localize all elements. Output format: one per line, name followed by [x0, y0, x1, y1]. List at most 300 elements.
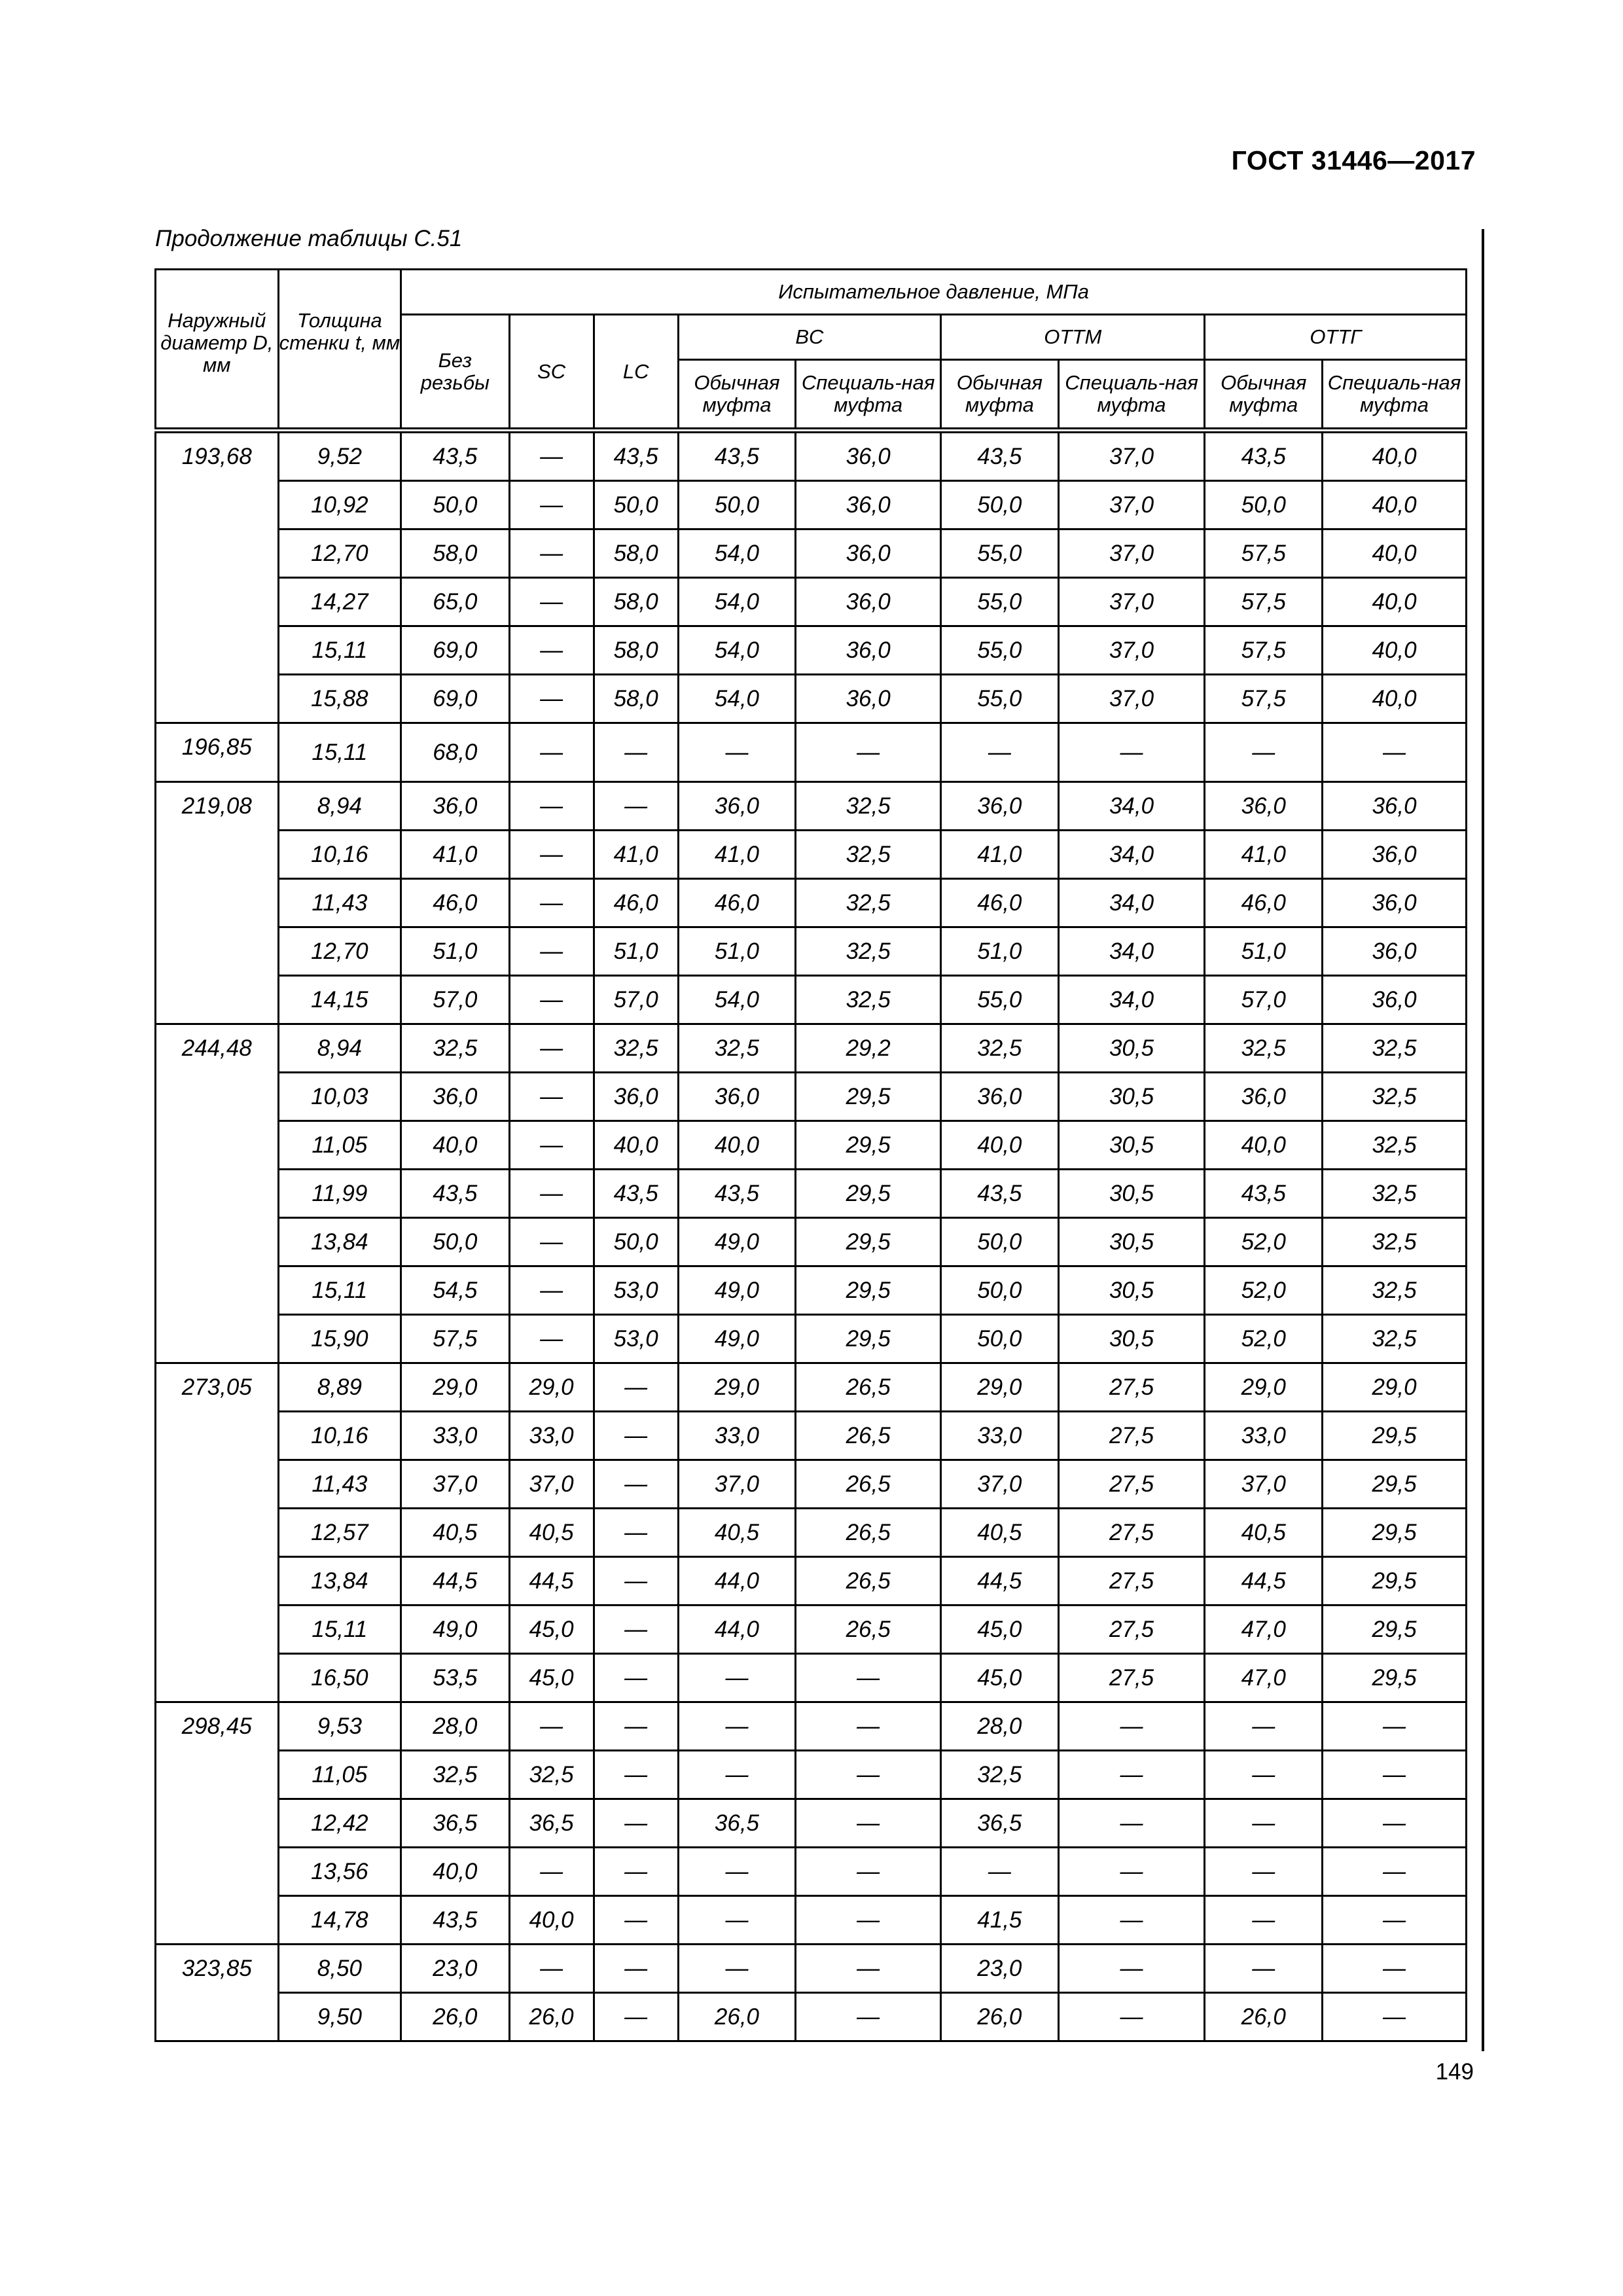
- pressure-cell: —: [1323, 1702, 1467, 1751]
- pressure-cell: —: [509, 481, 594, 529]
- pressure-cell: —: [1205, 1702, 1323, 1751]
- pressure-cell: —: [1058, 1993, 1205, 2041]
- pressure-cell: 43,5: [941, 431, 1059, 481]
- outer-diameter-cell: 219,08: [156, 782, 279, 1024]
- pressure-cell: 41,0: [401, 831, 509, 879]
- pressure-cell: 36,0: [1205, 782, 1323, 831]
- pressure-table: [154, 268, 1467, 2042]
- pressure-cell: —: [678, 1848, 796, 1896]
- pressure-cell: 32,5: [1323, 1218, 1467, 1266]
- pressure-cell: 34,0: [1058, 976, 1205, 1024]
- pressure-cell: —: [594, 1751, 678, 1799]
- pressure-cell: 30,5: [1058, 1315, 1205, 1363]
- pressure-cell: 29,0: [1323, 1363, 1467, 1412]
- pressure-cell: 23,0: [401, 1945, 509, 1993]
- pressure-cell: 32,5: [796, 782, 941, 831]
- wall-thickness-cell: 14,27: [278, 578, 401, 626]
- pressure-cell: 29,0: [509, 1363, 594, 1412]
- pressure-cell: 32,5: [796, 831, 941, 879]
- pressure-cell: 29,5: [796, 1073, 941, 1121]
- pressure-cell: 26,0: [678, 1993, 796, 2041]
- pressure-cell: 49,0: [678, 1218, 796, 1266]
- pressure-cell: —: [1323, 1799, 1467, 1848]
- pressure-cell: 34,0: [1058, 782, 1205, 831]
- pressure-cell: —: [678, 1751, 796, 1799]
- pressure-cell: 32,5: [509, 1751, 594, 1799]
- pressure-cell: 40,0: [1323, 529, 1467, 578]
- header-ottg-regular: Обычная муфта: [1205, 360, 1323, 431]
- pressure-cell: 32,5: [1205, 1024, 1323, 1073]
- pressure-cell: 51,0: [594, 927, 678, 976]
- pressure-cell: 52,0: [1205, 1218, 1323, 1266]
- pressure-cell: —: [796, 1848, 941, 1896]
- pressure-cell: 50,0: [941, 481, 1059, 529]
- pressure-cell: 33,0: [509, 1412, 594, 1460]
- wall-thickness-cell: 11,43: [278, 1460, 401, 1509]
- pressure-cell: 29,5: [1323, 1605, 1467, 1654]
- wall-thickness-cell: 15,11: [278, 1266, 401, 1315]
- pressure-cell: 36,0: [796, 481, 941, 529]
- pressure-cell: 58,0: [594, 675, 678, 723]
- pressure-cell: —: [1323, 723, 1467, 782]
- table-row: [156, 1605, 1467, 1654]
- pressure-cell: —: [796, 1654, 941, 1702]
- wall-thickness-cell: 11,05: [278, 1121, 401, 1170]
- pressure-cell: —: [509, 976, 594, 1024]
- pressure-cell: 43,5: [1205, 1170, 1323, 1218]
- pressure-cell: 57,0: [594, 976, 678, 1024]
- outer-diameter-cell: 273,05: [156, 1363, 279, 1702]
- pressure-cell: 26,5: [796, 1412, 941, 1460]
- pressure-cell: 46,0: [941, 879, 1059, 927]
- pressure-cell: —: [1205, 1945, 1323, 1993]
- table-row: [156, 1024, 1467, 1073]
- standard-number: ГОСТ 31446—2017: [1231, 145, 1476, 175]
- pressure-cell: 65,0: [401, 578, 509, 626]
- pressure-cell: 32,5: [1323, 1024, 1467, 1073]
- table-row: [156, 431, 1467, 481]
- pressure-cell: 37,0: [1205, 1460, 1323, 1509]
- pressure-cell: 36,0: [594, 1073, 678, 1121]
- pressure-cell: —: [941, 1848, 1059, 1896]
- pressure-cell: —: [1323, 1848, 1467, 1896]
- pressure-cell: 32,5: [796, 879, 941, 927]
- wall-thickness-cell: 9,53: [278, 1702, 401, 1751]
- pressure-cell: —: [509, 1121, 594, 1170]
- pressure-cell: 41,0: [941, 831, 1059, 879]
- pressure-cell: 36,0: [796, 529, 941, 578]
- pressure-cell: —: [594, 1848, 678, 1896]
- pressure-cell: 27,5: [1058, 1557, 1205, 1605]
- table-row: [156, 1557, 1467, 1605]
- table-row: [156, 481, 1467, 529]
- table-row: [156, 831, 1467, 879]
- wall-thickness-cell: 13,84: [278, 1557, 401, 1605]
- wall-thickness-cell: 15,11: [278, 1605, 401, 1654]
- pressure-cell: 45,0: [509, 1605, 594, 1654]
- pressure-cell: 32,5: [1323, 1266, 1467, 1315]
- wall-thickness-cell: 13,84: [278, 1218, 401, 1266]
- table-row: [156, 1412, 1467, 1460]
- pressure-cell: 29,5: [1323, 1654, 1467, 1702]
- pressure-cell: 37,0: [509, 1460, 594, 1509]
- pressure-cell: 53,5: [401, 1654, 509, 1702]
- table-caption: Продолжение таблицы С.51: [155, 226, 463, 251]
- pressure-cell: —: [1205, 1848, 1323, 1896]
- pressure-cell: —: [509, 1024, 594, 1073]
- pressure-cell: 33,0: [678, 1412, 796, 1460]
- pressure-cell: —: [1205, 1799, 1323, 1848]
- table-row: [156, 879, 1467, 927]
- pressure-cell: 43,5: [594, 431, 678, 481]
- pressure-cell: —: [1323, 1993, 1467, 2041]
- pressure-cell: 29,5: [796, 1170, 941, 1218]
- pressure-cell: 43,5: [678, 1170, 796, 1218]
- pressure-cell: —: [796, 1702, 941, 1751]
- pressure-cell: —: [509, 675, 594, 723]
- header-lc: LC: [594, 315, 678, 431]
- table-row: [156, 1848, 1467, 1896]
- wall-thickness-cell: 8,94: [278, 1024, 401, 1073]
- pressure-cell: —: [509, 831, 594, 879]
- wall-thickness-cell: 10,03: [278, 1073, 401, 1121]
- wall-thickness-cell: 13,56: [278, 1848, 401, 1896]
- table-row: [156, 1702, 1467, 1751]
- wall-thickness-cell: 15,90: [278, 1315, 401, 1363]
- pressure-cell: —: [509, 1315, 594, 1363]
- pressure-cell: 52,0: [1205, 1266, 1323, 1315]
- table-row: [156, 626, 1467, 675]
- pressure-cell: 45,0: [941, 1605, 1059, 1654]
- pressure-cell: 69,0: [401, 675, 509, 723]
- pressure-cell: —: [594, 1993, 678, 2041]
- pressure-cell: —: [594, 1460, 678, 1509]
- pressure-cell: 27,5: [1058, 1412, 1205, 1460]
- pressure-cell: 46,0: [678, 879, 796, 927]
- wall-thickness-cell: 15,11: [278, 626, 401, 675]
- table-row: [156, 1654, 1467, 1702]
- header-bc-special: Специаль-ная муфта: [796, 360, 941, 431]
- pressure-cell: —: [509, 1266, 594, 1315]
- pressure-cell: 68,0: [401, 723, 509, 782]
- wall-thickness-cell: 9,50: [278, 1993, 401, 2041]
- pressure-cell: 40,0: [1323, 626, 1467, 675]
- margin-rule: [1482, 229, 1484, 2051]
- pressure-cell: 50,0: [941, 1218, 1059, 1266]
- pressure-cell: —: [1058, 1848, 1205, 1896]
- pressure-cell: 29,5: [1323, 1412, 1467, 1460]
- pressure-cell: 45,0: [941, 1654, 1059, 1702]
- pressure-cell: 26,5: [796, 1363, 941, 1412]
- pressure-cell: 54,0: [678, 976, 796, 1024]
- pressure-cell: —: [796, 723, 941, 782]
- pressure-cell: 40,0: [1323, 431, 1467, 481]
- header-sc: SC: [509, 315, 594, 431]
- pressure-cell: 32,5: [1323, 1121, 1467, 1170]
- table-row: [156, 1799, 1467, 1848]
- pressure-cell: 29,0: [401, 1363, 509, 1412]
- header-bc: BC: [678, 315, 940, 360]
- pressure-cell: 36,0: [1205, 1073, 1323, 1121]
- pressure-cell: —: [509, 782, 594, 831]
- pressure-cell: —: [796, 1993, 941, 2041]
- pressure-cell: 58,0: [401, 529, 509, 578]
- pressure-cell: 53,0: [594, 1315, 678, 1363]
- pressure-cell: —: [509, 1170, 594, 1218]
- pressure-cell: 51,0: [678, 927, 796, 976]
- table-row: [156, 1121, 1467, 1170]
- pressure-cell: —: [594, 1799, 678, 1848]
- pressure-cell: —: [678, 1945, 796, 1993]
- pressure-cell: —: [1323, 1896, 1467, 1945]
- pressure-cell: 43,5: [678, 431, 796, 481]
- pressure-cell: 36,0: [941, 782, 1059, 831]
- pressure-cell: —: [594, 1412, 678, 1460]
- pressure-cell: 58,0: [594, 626, 678, 675]
- pressure-cell: —: [594, 1509, 678, 1557]
- pressure-cell: 32,5: [594, 1024, 678, 1073]
- pressure-cell: —: [678, 1702, 796, 1751]
- outer-diameter-cell: 196,85: [156, 723, 279, 782]
- table-row: [156, 1460, 1467, 1509]
- pressure-cell: 37,0: [1058, 431, 1205, 481]
- pressure-cell: 32,5: [1323, 1315, 1467, 1363]
- outer-diameter-cell: 298,45: [156, 1702, 279, 1945]
- pressure-cell: 58,0: [594, 578, 678, 626]
- pressure-cell: 43,5: [941, 1170, 1059, 1218]
- pressure-cell: 34,0: [1058, 879, 1205, 927]
- pressure-cell: 40,0: [1323, 481, 1467, 529]
- pressure-cell: 36,0: [678, 1073, 796, 1121]
- pressure-cell: 32,5: [1323, 1073, 1467, 1121]
- pressure-cell: 41,0: [594, 831, 678, 879]
- pressure-cell: 50,0: [1205, 481, 1323, 529]
- table-row: [156, 1896, 1467, 1945]
- pressure-cell: 40,5: [509, 1509, 594, 1557]
- pressure-cell: 69,0: [401, 626, 509, 675]
- pressure-cell: 30,5: [1058, 1218, 1205, 1266]
- pressure-cell: 33,0: [1205, 1412, 1323, 1460]
- pressure-cell: —: [509, 1848, 594, 1896]
- pressure-cell: 41,0: [678, 831, 796, 879]
- pressure-cell: 44,0: [678, 1557, 796, 1605]
- header-diameter: Наружный диаметр D, мм: [156, 270, 279, 431]
- table-row: [156, 1993, 1467, 2041]
- wall-thickness-cell: 12,70: [278, 927, 401, 976]
- wall-thickness-cell: 14,15: [278, 976, 401, 1024]
- pressure-cell: 36,0: [1323, 879, 1467, 927]
- pressure-cell: —: [509, 723, 594, 782]
- table-row: [156, 1170, 1467, 1218]
- pressure-cell: —: [1058, 1799, 1205, 1848]
- pressure-cell: 47,0: [1205, 1654, 1323, 1702]
- pressure-cell: 53,0: [594, 1266, 678, 1315]
- pressure-cell: 50,0: [401, 1218, 509, 1266]
- pressure-cell: 30,5: [1058, 1170, 1205, 1218]
- table-row: [156, 578, 1467, 626]
- pressure-cell: 46,0: [594, 879, 678, 927]
- table-row: [156, 1266, 1467, 1315]
- pressure-cell: 26,0: [509, 1993, 594, 2041]
- pressure-cell: 36,0: [1323, 976, 1467, 1024]
- pressure-cell: 40,0: [594, 1121, 678, 1170]
- table-row: [156, 675, 1467, 723]
- pressure-cell: 54,0: [678, 529, 796, 578]
- pressure-cell: 50,0: [401, 481, 509, 529]
- wall-thickness-cell: 8,89: [278, 1363, 401, 1412]
- pressure-cell: 32,5: [678, 1024, 796, 1073]
- pressure-cell: 29,5: [796, 1218, 941, 1266]
- header-ottm-regular: Обычная муфта: [941, 360, 1059, 431]
- pressure-cell: 51,0: [1205, 927, 1323, 976]
- pressure-cell: 50,0: [594, 1218, 678, 1266]
- pressure-cell: 36,0: [401, 1073, 509, 1121]
- pressure-cell: 54,0: [678, 675, 796, 723]
- pressure-cell: 27,5: [1058, 1363, 1205, 1412]
- pressure-cell: 44,5: [941, 1557, 1059, 1605]
- pressure-cell: 57,5: [1205, 529, 1323, 578]
- wall-thickness-cell: 10,92: [278, 481, 401, 529]
- pressure-cell: 43,5: [401, 1170, 509, 1218]
- table-header: [156, 270, 1467, 431]
- pressure-cell: 36,0: [796, 578, 941, 626]
- page-number: 149: [1435, 2059, 1474, 2085]
- wall-thickness-cell: 10,16: [278, 831, 401, 879]
- pressure-cell: 55,0: [941, 578, 1059, 626]
- pressure-cell: —: [594, 1605, 678, 1654]
- pressure-cell: 30,5: [1058, 1266, 1205, 1315]
- pressure-cell: 40,0: [401, 1848, 509, 1896]
- wall-thickness-cell: 8,94: [278, 782, 401, 831]
- pressure-cell: 27,5: [1058, 1654, 1205, 1702]
- pressure-cell: 44,5: [1205, 1557, 1323, 1605]
- pressure-cell: 40,5: [941, 1509, 1059, 1557]
- pressure-cell: 36,0: [678, 782, 796, 831]
- pressure-cell: 43,5: [401, 431, 509, 481]
- header-test-pressure: Испытательное давление, МПа: [401, 270, 1467, 315]
- pressure-cell: 44,5: [401, 1557, 509, 1605]
- pressure-cell: 29,5: [796, 1315, 941, 1363]
- wall-thickness-cell: 15,88: [278, 675, 401, 723]
- pressure-cell: 29,2: [796, 1024, 941, 1073]
- pressure-cell: —: [1058, 1945, 1205, 1993]
- pressure-cell: 29,5: [796, 1266, 941, 1315]
- pressure-cell: —: [509, 879, 594, 927]
- pressure-cell: —: [1205, 1751, 1323, 1799]
- pressure-cell: 36,0: [941, 1073, 1059, 1121]
- header-ottm-special: Специаль-ная муфта: [1058, 360, 1205, 431]
- pressure-cell: 51,0: [941, 927, 1059, 976]
- table-row: [156, 1363, 1467, 1412]
- pressure-cell: —: [594, 1557, 678, 1605]
- table-row: [156, 1073, 1467, 1121]
- wall-thickness-cell: 12,70: [278, 529, 401, 578]
- header-bc-regular: Обычная муфта: [678, 360, 796, 431]
- pressure-cell: 55,0: [941, 675, 1059, 723]
- wall-thickness-cell: 8,50: [278, 1945, 401, 1993]
- pressure-cell: —: [509, 529, 594, 578]
- pressure-cell: 32,5: [941, 1751, 1059, 1799]
- pressure-cell: 55,0: [941, 529, 1059, 578]
- pressure-cell: —: [678, 1896, 796, 1945]
- pressure-cell: 40,0: [401, 1121, 509, 1170]
- pressure-cell: 43,5: [401, 1896, 509, 1945]
- pressure-cell: 55,0: [941, 626, 1059, 675]
- pressure-cell: 57,5: [1205, 578, 1323, 626]
- pressure-cell: 37,0: [1058, 481, 1205, 529]
- pressure-cell: 36,5: [678, 1799, 796, 1848]
- outer-diameter-cell: 193,68: [156, 431, 279, 723]
- table-row: [156, 1945, 1467, 1993]
- pressure-cell: —: [594, 1945, 678, 1993]
- pressure-cell: 36,5: [401, 1799, 509, 1848]
- pressure-cell: 43,5: [1205, 431, 1323, 481]
- pressure-cell: —: [509, 1218, 594, 1266]
- pressure-cell: 40,0: [1205, 1121, 1323, 1170]
- pressure-cell: 33,0: [941, 1412, 1059, 1460]
- pressure-cell: 58,0: [594, 529, 678, 578]
- pressure-cell: —: [594, 723, 678, 782]
- pressure-cell: —: [509, 927, 594, 976]
- pressure-cell: —: [509, 1073, 594, 1121]
- pressure-cell: —: [796, 1751, 941, 1799]
- pressure-cell: —: [941, 723, 1059, 782]
- pressure-cell: —: [509, 1702, 594, 1751]
- pressure-cell: 46,0: [401, 879, 509, 927]
- pressure-cell: 54,0: [678, 626, 796, 675]
- pressure-cell: 33,0: [401, 1412, 509, 1460]
- pressure-cell: —: [1323, 1945, 1467, 1993]
- wall-thickness-cell: 11,43: [278, 879, 401, 927]
- outer-diameter-cell: 244,48: [156, 1024, 279, 1363]
- pressure-cell: 29,0: [678, 1363, 796, 1412]
- pressure-cell: 40,0: [941, 1121, 1059, 1170]
- wall-thickness-cell: 9,52: [278, 431, 401, 481]
- pressure-cell: 27,5: [1058, 1460, 1205, 1509]
- pressure-cell: 32,5: [796, 927, 941, 976]
- pressure-cell: 29,5: [796, 1121, 941, 1170]
- wall-thickness-cell: 14,78: [278, 1896, 401, 1945]
- pressure-cell: 36,0: [796, 626, 941, 675]
- pressure-cell: —: [678, 1654, 796, 1702]
- pressure-cell: 32,5: [401, 1024, 509, 1073]
- pressure-cell: 26,0: [1205, 1993, 1323, 2041]
- pressure-cell: 29,5: [1323, 1460, 1467, 1509]
- table-row: [156, 976, 1467, 1024]
- table-row: [156, 927, 1467, 976]
- pressure-cell: 36,0: [401, 782, 509, 831]
- header-ottg-special: Специаль-ная муфта: [1323, 360, 1467, 431]
- pressure-cell: —: [594, 1896, 678, 1945]
- header-wall-thickness: Толщина стенки t, мм: [278, 270, 401, 431]
- pressure-cell: 29,0: [1205, 1363, 1323, 1412]
- pressure-cell: 49,0: [678, 1266, 796, 1315]
- table-row: [156, 723, 1467, 782]
- pressure-cell: 29,0: [941, 1363, 1059, 1412]
- pressure-cell: —: [1058, 1702, 1205, 1751]
- pressure-cell: 37,0: [941, 1460, 1059, 1509]
- pressure-cell: 26,0: [941, 1993, 1059, 2041]
- pressure-cell: —: [594, 1363, 678, 1412]
- pressure-cell: 34,0: [1058, 927, 1205, 976]
- pressure-cell: 36,0: [796, 431, 941, 481]
- table-row: [156, 782, 1467, 831]
- pressure-cell: 51,0: [401, 927, 509, 976]
- pressure-cell: —: [509, 626, 594, 675]
- pressure-cell: 28,0: [941, 1702, 1059, 1751]
- pressure-cell: 30,5: [1058, 1121, 1205, 1170]
- pressure-cell: —: [1058, 1751, 1205, 1799]
